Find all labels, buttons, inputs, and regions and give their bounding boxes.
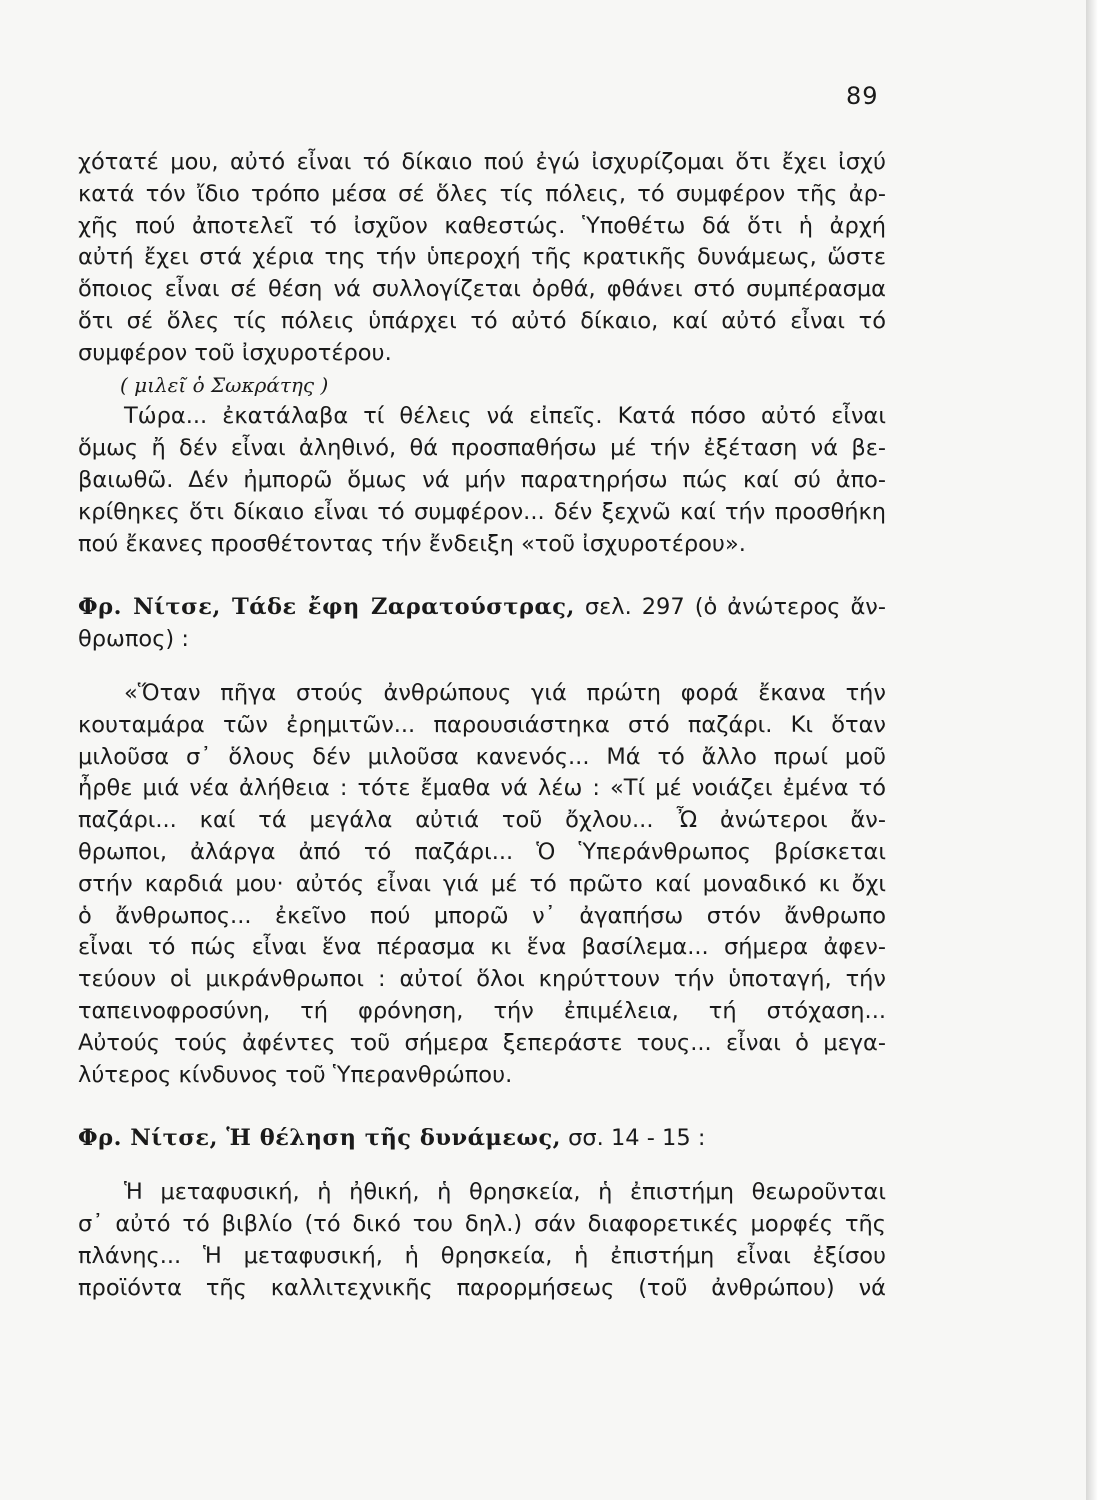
text-line: παζάρι... καί τά μεγάλα αὐτιά τοῦ ὄχλου... Ὦ ἀνώτεροι ἄν- xyxy=(78,807,886,834)
text-line: ὅμως ἤ δέν εἶναι ἀληθινό, θά προσπαθήσω μέ τήν ἐξέταση νά βε- xyxy=(78,435,886,462)
spacer xyxy=(78,1155,886,1177)
text-line: μιλοῦσα σ᾿ ὅλους δέν μιλοῦσα κανενός... Μά τό ἄλλο πρωί μοῦ xyxy=(78,743,886,770)
text-line: εἶναι τό πώς εἶναι ἕνα πέρασμα κι ἕνα βασίλεμα... σήμερα ἀφεν- xyxy=(78,934,886,961)
reference-2 xyxy=(78,1123,886,1155)
text-line: χότατέ μου, αὐτό εἶναι τό δίκαιο πού ἐγώ ἰσχυρίζομαι ὅτι ἔχει ἰσχύ xyxy=(78,149,886,175)
text-line: πού ἔκανες προσθέτοντας τήν ἔνδειξη «τοῦ ἰσχυροτέρου». xyxy=(78,530,746,557)
text-line: κουταμάρα τῶν ἐρημιτῶν... παρουσιάστηκα στό παζάρι. Κι ὅταν xyxy=(78,711,886,738)
text-line: ἦρθε μιά νέα ἀλήθεια : τότε ἔμαθα νά λέω : «Τί μέ νοιάζει ἐμένα τό xyxy=(78,775,886,802)
spacer xyxy=(78,656,886,678)
text-line: συμφέρον τοῦ ἰσχυροτέρου. xyxy=(78,339,392,366)
text-line: Ἡ μεταφυσική, ἡ ἠθική, ἡ θρησκεία, ἡ ἐπιστήμη θεωροῦνται xyxy=(124,1179,886,1206)
reference-continuation: θρωπος) : xyxy=(78,626,189,653)
reference-title: Φρ. Νίτσε, Ἡ θέληση τῆς δυνάμεως, xyxy=(78,1125,561,1152)
reference-title: Φρ. Νίτσε, Τάδε ἔφη Ζαρατούστρας, xyxy=(78,594,575,621)
text-line: σ᾿ αὐτό τό βιβλίο (τό δικό του δηλ.) σάν διαφορετικές μορφές τῆς xyxy=(78,1210,886,1237)
text-line: ὁ ἄνθρωπος... ἐκεῖνο πού μπορῶ ν᾿ ἀγαπήσω στόν ἄνθρωπο xyxy=(78,902,886,929)
text-line: χῆς πού ἀποτελεῖ τό ἰσχῦον καθεστώς. Ὑποθέτω δά ὅτι ἡ ἀρχή xyxy=(78,212,886,239)
body-text xyxy=(78,147,886,1304)
text-line: ταπεινοφροσύνη, τή φρόνηση, τήν ἐπιμέλεια, τή στόχαση... xyxy=(78,997,886,1024)
reference-line xyxy=(78,592,886,624)
text-line: θρωποι, ἀλάργα ἀπό τό παζάρι... Ὁ Ὑπεράνθρωπος βρίσκεται xyxy=(78,838,886,865)
text-line: πλάνης... Ἡ μεταφυσική, ἡ θρησκεία, ἡ ἐπιστήμη εἶναι ἐξίσου xyxy=(78,1242,886,1269)
quote-2 xyxy=(78,1177,886,1304)
reference-detail: σσ. 14 - 15 : xyxy=(561,1125,706,1152)
text-line: προϊόντα τῆς καλλιτεχνικῆς παρορμήσεως (τοῦ ἀνθρώπου) νά xyxy=(78,1274,886,1301)
spacer xyxy=(78,1091,886,1123)
text-line: κρίθηκες ὅτι δίκαιο εἶναι τό συμφέρον... δέν ξεχνῶ καί τήν προσθήκη xyxy=(78,498,886,525)
page-number: 89 xyxy=(846,82,879,110)
quote-1 xyxy=(78,678,886,1091)
page-edge xyxy=(1086,0,1098,1500)
text-line: βαιωθῶ. Δέν ἠμπορῶ ὅμως νά μήν παρατηρήσω πώς καί σύ ἀπο- xyxy=(78,466,886,493)
text-line: λύτερος κίνδυνος τοῦ Ὑπερανθρώπου. xyxy=(78,1061,513,1088)
reference-line xyxy=(78,1123,886,1155)
text-line: ὅποιος εἶναι σέ θέση νά συλλογίζεται ὀρθά, φθάνει στό συμπέρασμα xyxy=(78,276,886,303)
text-line: Αὐτούς τούς ἀφέντες τοῦ σήμερα ξεπεράστε τους... εἶναι ὁ μεγα- xyxy=(78,1029,886,1056)
text-line: στήν καρδιά μου· αὐτός εἶναι γιά μέ τό πρῶτο καί μοναδικό κι ὄχι xyxy=(78,870,886,897)
text-line: ὅτι σέ ὅλες τίς πόλεις ὑπάρχει τό αὐτό δίκαιο, καί αὐτό εἶναι τό xyxy=(78,307,886,334)
paragraph-1 xyxy=(78,147,886,370)
text-line: κατά τόν ἴδιο τρόπο μέσα σέ ὅλες τίς πόλεις, τό συμφέρον τῆς ἀρ- xyxy=(78,180,886,207)
text-line: «Ὅταν πῆγα στούς ἀνθρώπους γιά πρώτη φορά ἔκανα τήν xyxy=(124,679,886,706)
reference-detail: σελ. 297 (ὁ ἀνώτερος ἄν- xyxy=(574,594,886,621)
text-line: Τώρα... ἐκατάλαβα τί θέλεις νά εἰπεῖς. Κατά πόσο αὐτό εἶναι xyxy=(124,403,886,430)
speaker-note: ( μιλεῖ ὁ Σωκράτης ) xyxy=(120,372,329,397)
text-line: αὐτή ἔχει στά χέρια της τήν ὑπεροχή τῆς κρατικῆς δυνάμεως, ὥστε xyxy=(78,244,886,271)
text-line: τεύουν οἱ μικράνθρωποι : αὐτοί ὅλοι κηρύττουν τήν ὑποταγή, τήν xyxy=(78,966,886,993)
spacer xyxy=(78,560,886,592)
reference-1 xyxy=(78,592,886,656)
paragraph-2 xyxy=(78,401,886,560)
